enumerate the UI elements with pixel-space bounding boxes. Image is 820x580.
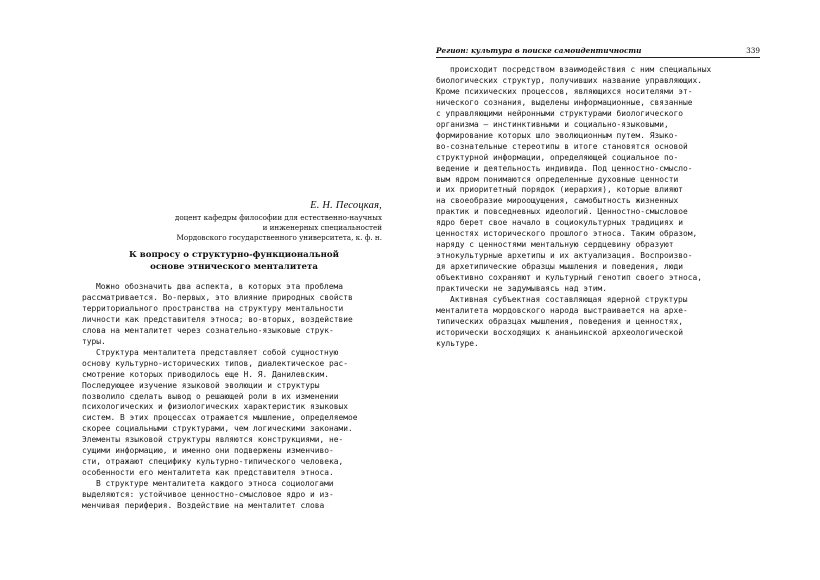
- text-line: вым ядром понимаются определенные духовные ценности: [436, 174, 679, 184]
- paragraph: [82, 348, 384, 479]
- text-line: ценностях исторического прошлого этноса. Таким образом,: [436, 229, 698, 239]
- text-line: ведение и деятельность индивида. Под ценностно-смысло-: [436, 163, 693, 173]
- text-line: выделяются: устойчивое ценностно-смысловое ядро и из-: [82, 490, 334, 500]
- text-line: Структура менталитета представляет собой сущностную: [96, 347, 339, 357]
- text-line: систем. В этих процессах отражается мышление, определяемое: [82, 413, 358, 423]
- text-line: структурной информации, определяющей социальное по-: [436, 152, 679, 162]
- text-line: дя архетипические образцы мышления и поведения, люди: [436, 262, 684, 272]
- text-line: туры.: [82, 336, 106, 346]
- article-title-line: К вопросу о структурно-функциональной: [128, 250, 340, 260]
- text-line: практически не задумываясь над этим.: [436, 284, 608, 294]
- running-head: [436, 46, 760, 58]
- right-page: [410, 0, 820, 580]
- text-line: Активная субъектная составляющая ядерной структуры: [450, 295, 688, 305]
- text-line: типических образцах мышления, поведения и ценностях,: [436, 316, 684, 326]
- text-line: скорее социальными структурами, чем логическими законами.: [82, 424, 353, 434]
- text-line: Элементы языковой структуры являются конструкциями, не-: [82, 435, 344, 445]
- text-line: и их приоритетный порядок (иерархия), которые влияют: [436, 185, 684, 195]
- text-line: ядро берет свое начало в социокультурных традициях и: [436, 218, 684, 228]
- text-line: личности как представителя этноса; во-вторых, воздействие: [82, 314, 353, 324]
- text-line: биологических структур, получивших название управляющих.: [436, 75, 703, 85]
- text-line: наряду с ценностями ментальную сердцевину образуют: [436, 240, 674, 250]
- text-line: сущими информацию, и именно они подвержены изменчиво-: [82, 446, 334, 456]
- running-head-title: Регион: культура в поиске самоидентичности: [436, 46, 642, 55]
- text-line: организма — инстинктивными и социально-языковыми,: [436, 119, 669, 129]
- text-line: сти, отражают специфику культурно-типического человека,: [82, 457, 344, 467]
- text-line: менталитета мордовского народа выстраивается на архе-: [436, 305, 688, 315]
- text-line: с управляющими нейронными структурами биологического: [436, 108, 684, 118]
- text-line: этнокультурные архетипы и их актуализация. Воспроизво-: [436, 251, 693, 261]
- right-body-text: [436, 65, 760, 350]
- text-line: происходит посредством взаимодействия с ним специальных: [450, 65, 712, 74]
- left-body-text: [82, 282, 384, 512]
- text-line: слова на менталитет через сознательно-языковые струк-: [82, 325, 334, 335]
- author-block: [30, 200, 382, 243]
- text-line: Можно обозначить два аспекта, в которых эта проблема: [96, 282, 344, 291]
- text-line: во-сознательные стереотипы в итоге становятся основой: [436, 141, 688, 151]
- article-title-line: основе этнического менталитета: [150, 261, 318, 272]
- text-line: на своеобразие мироощущения, самобытность жизненных: [436, 196, 679, 206]
- affiliation-line: и инженерных специальностей: [262, 223, 382, 232]
- text-line: основу культурно-исторических типов, диалектическое рас-: [82, 358, 349, 368]
- paragraph: [82, 479, 384, 512]
- affiliation-line: Мордовского государственного университета, к. ф. н.: [176, 233, 382, 242]
- text-line: рассматривается. Во-первых, это влияние природных свойств: [82, 292, 353, 302]
- paragraph: [436, 295, 760, 350]
- text-line: территориального пространства на структуру ментальности: [82, 303, 344, 313]
- article-title: [84, 250, 384, 273]
- text-line: Последующее изучение языковой эволюции и структуры: [82, 380, 320, 390]
- text-line: объективно сохраняют и культурный генотип своего этноса,: [436, 273, 703, 283]
- text-line: психологических и физиологических характеристик языковых: [82, 402, 349, 412]
- text-line: особенности его менталитета как представителя этноса.: [82, 468, 334, 478]
- text-line: нического сознания, выделены информационные, связанные: [436, 97, 693, 107]
- affiliation-line: доцент кафедры философии для естественно-научных: [174, 213, 382, 222]
- page-number: 339: [746, 46, 760, 55]
- paragraph: [82, 282, 384, 348]
- text-line: Кроме психических процессов, являющихся носителями эт-: [436, 86, 693, 96]
- paragraph: [436, 65, 760, 295]
- text-line: смотрение которых приводилось еще Н. Я. Данилевским.: [82, 369, 330, 379]
- text-line: формирование которых шло эволюционным путем. Языко-: [436, 130, 679, 140]
- text-line: В структуре менталитета каждого этноса социологами: [96, 479, 334, 489]
- text-line: исторически восходящих к ананьинской археологической: [436, 327, 684, 337]
- text-line: практик и повседневных идеологий. Ценностно-смысловое: [436, 207, 688, 217]
- author-affiliation: [30, 213, 382, 243]
- text-line: позволило сделать вывод о решающей роли в их изменении: [82, 391, 339, 401]
- author-name: Е. Н. Песоцкая,: [310, 200, 382, 211]
- text-line: культуре.: [436, 338, 479, 348]
- text-line: менчивая периферия. Воздействие на менталитет слова: [82, 501, 325, 511]
